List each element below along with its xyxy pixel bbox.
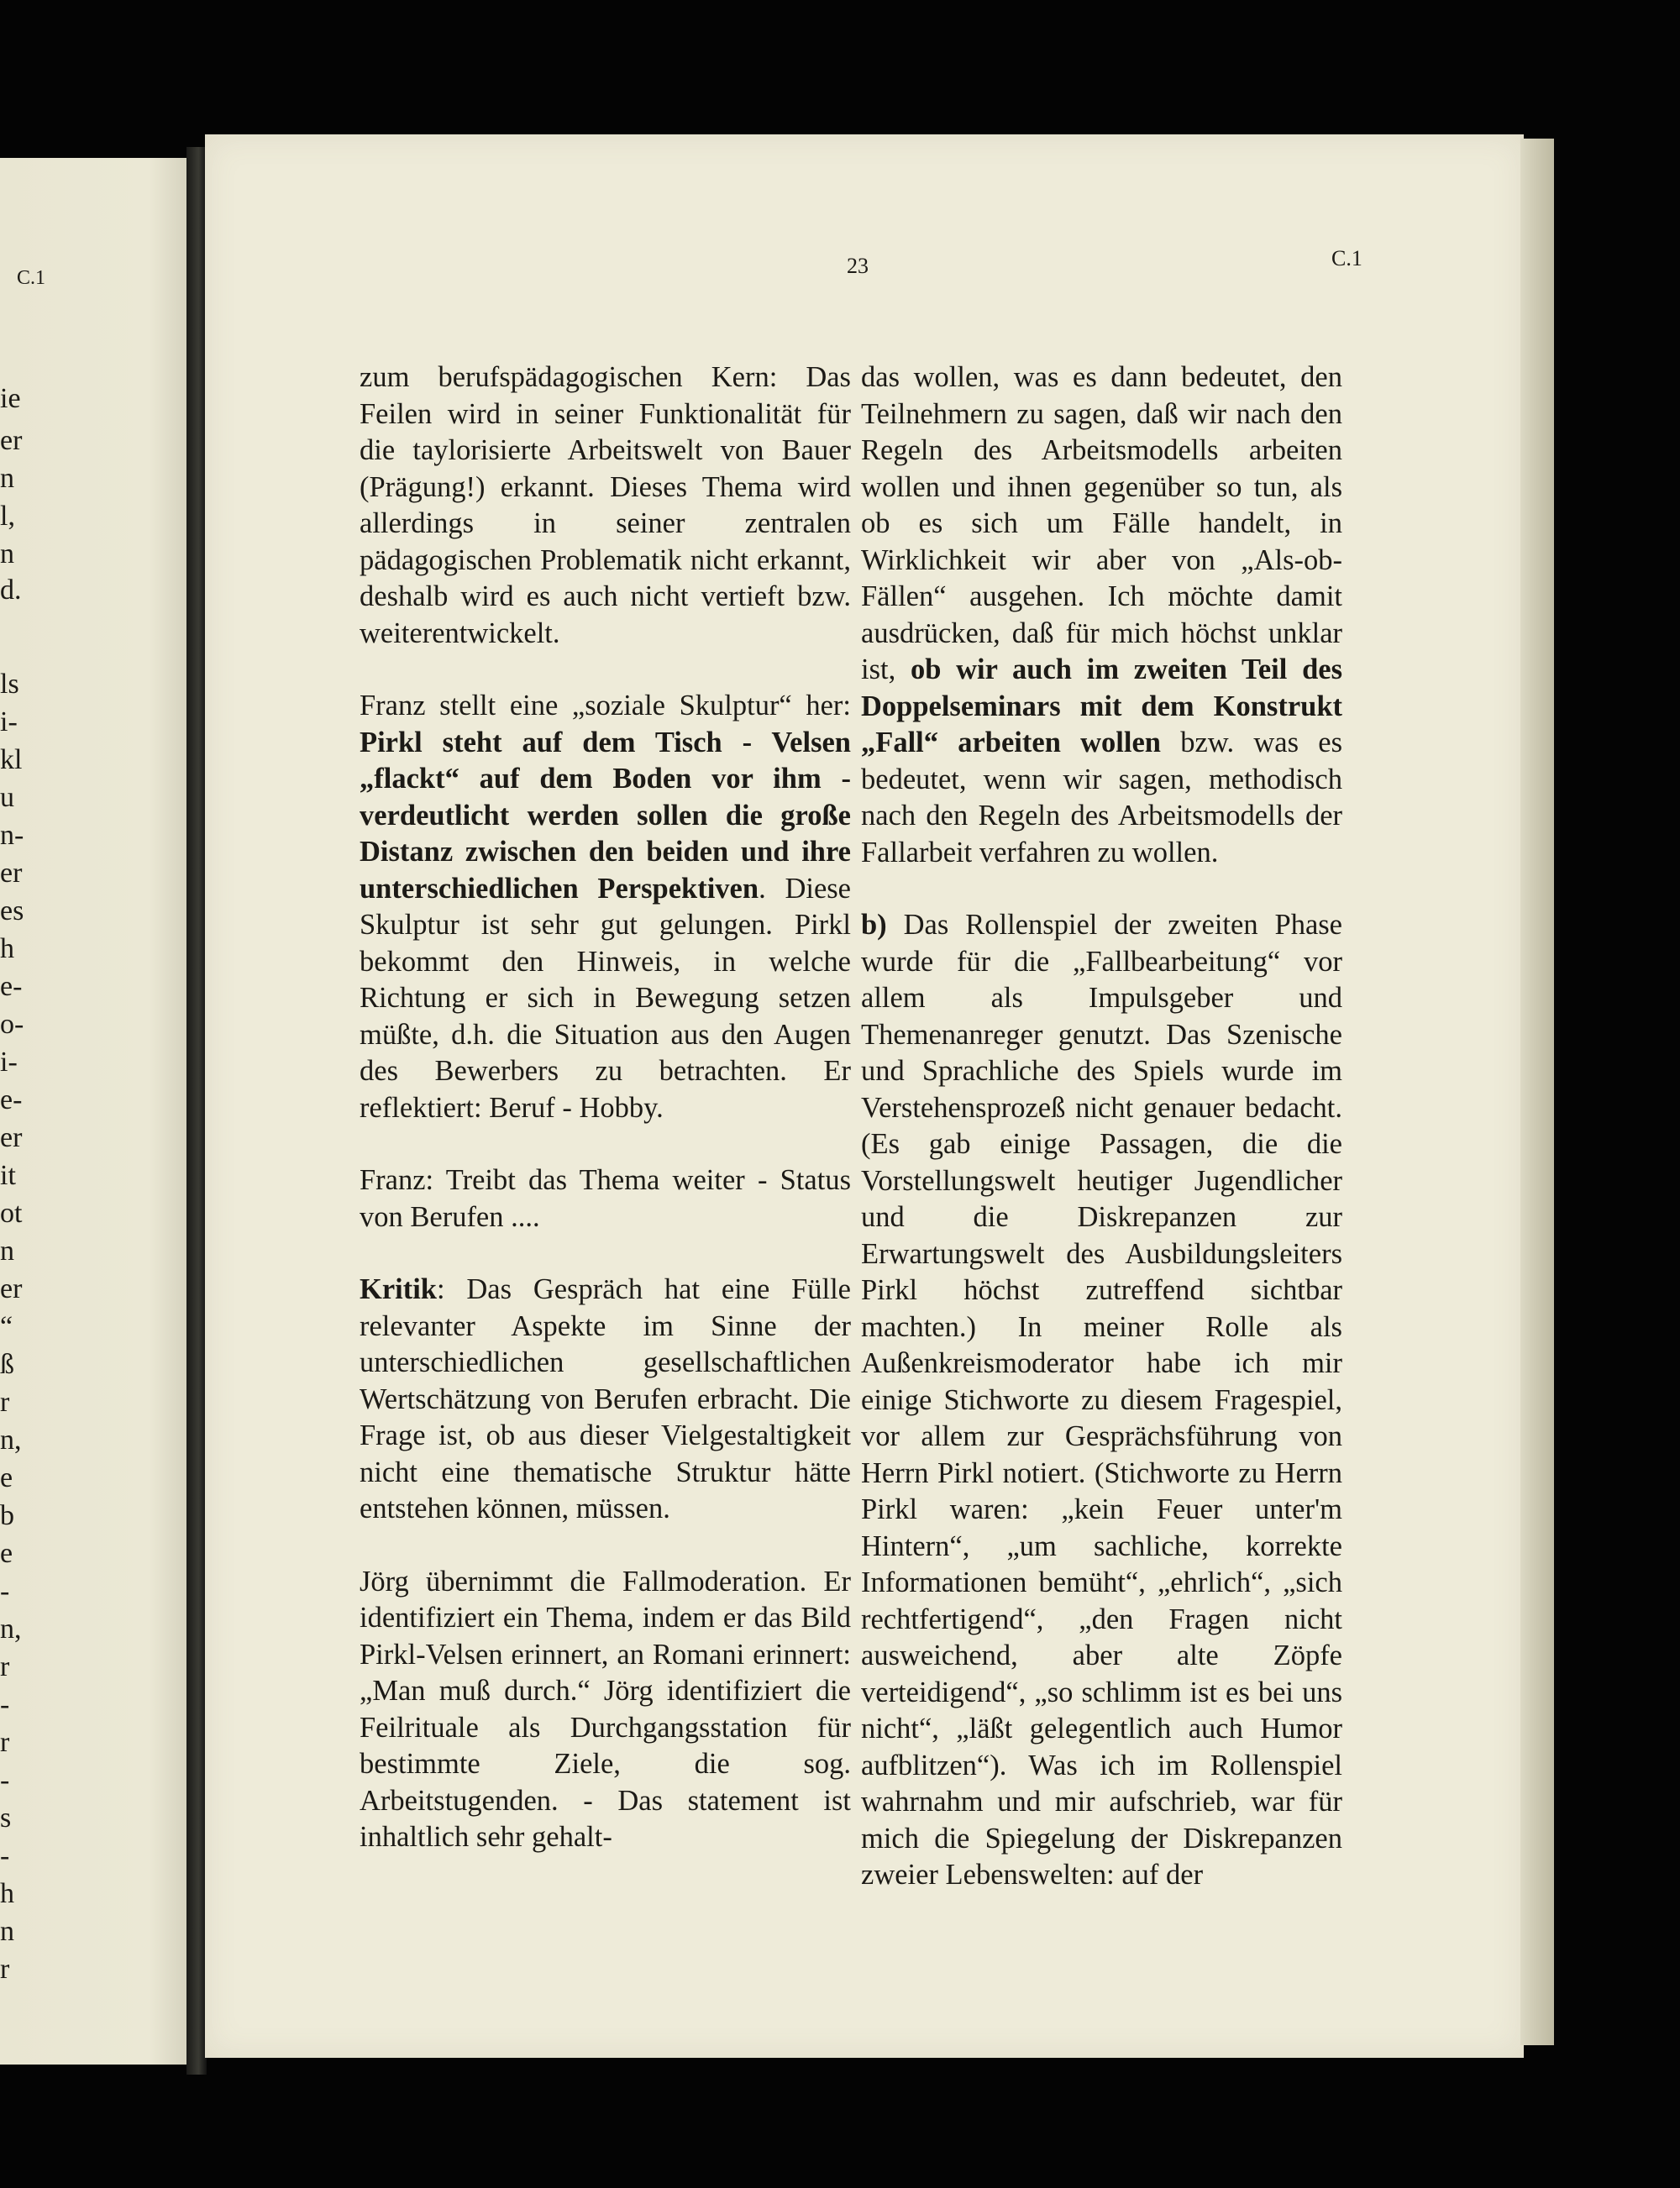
left-page-fragment: ß <box>0 1349 14 1380</box>
left-page-edge <box>0 158 186 2065</box>
left-page-fragment: e <box>0 1462 13 1493</box>
bold-text: Pirkl steht auf dem Tisch - Velsen „flackt“ auf dem Boden vor ihm - verdeutlicht werden sollen die große Distanz zwischen den beiden und ihre unterschiedlichen Perspektiven <box>360 726 851 905</box>
left-page-fragment: u <box>0 782 14 813</box>
left-page-fragment: d. <box>0 575 22 606</box>
left-page-fragment: b <box>0 1500 14 1531</box>
left-page-fragment: it <box>0 1160 16 1191</box>
left-page-fragment: - <box>0 1765 10 1796</box>
left-page-fragment: - <box>0 1689 10 1720</box>
left-page-fragment: n <box>0 1916 14 1947</box>
paragraph: Jörg übernimmt die Fallmoderation. Er identifiziert ein Thema, indem er das Bild Pirkl-Velsen erinnert, an Romani erinnert: „Man muß durch.“ Jörg identifiziert die Feilrituale als Durchgangsstation für bestimmte Ziele, die sog. Arbeitstugenden. - Das statement ist inhaltlich sehr gehalt- <box>360 1565 851 1853</box>
left-page-fragment: e- <box>0 1084 23 1115</box>
left-page-fragment: es <box>0 895 24 926</box>
left-page-fragment: n <box>0 1236 14 1267</box>
left-text-column <box>360 359 851 1892</box>
left-page-fragment: - <box>0 1576 10 1607</box>
left-page-fragment: n <box>0 463 14 494</box>
left-page-fragment: r <box>0 1954 10 1985</box>
left-page-fragment: i- <box>0 1047 18 1078</box>
paragraph: Franz: Treibt das Thema weiter - Status von Berufen .... <box>360 1164 851 1233</box>
left-page-fragment: n- <box>0 820 24 851</box>
left-page-fragment: e- <box>0 971 23 1002</box>
left-page-fragment: n, <box>0 1425 22 1456</box>
bold-text: b) <box>861 909 887 941</box>
left-page-fragment: er <box>0 425 23 456</box>
left-page-fragment: r <box>0 1387 10 1418</box>
left-page-fragment: er <box>0 858 23 889</box>
left-page-fragment: n, <box>0 1613 22 1645</box>
paragraph: Franz stellt eine „soziale Skulptur“ her: Pirkl steht auf dem Tisch - Velsen „flackt“ auf dem Boden vor ihm - verdeutlicht werden sollen die große Distanz zwischen den beiden und ihre unterschiedlichen Perspektiven. Diese Skulptur ist sehr gut gelungen. Pirkl bekommt den Hinweis, in welche Richtung er sich in Bewegung setzen müßte, d.h. die Situation aus den Augen des Bewerbers zu betrachten. Er reflektiert: Beruf - Hobby. <box>360 690 851 1124</box>
paragraph: das wollen, was es dann bedeutet, den Teilnehmern zu sagen, daß wir nach den Regeln des Arbeitsmodells arbeiten wollen und ihnen gegenüber so tun, als ob es sich um Fälle handelt, in Wirklichkeit wir aber von „Als-ob-Fällen“ ausgehen. Ich möchte damit ausdrücken, daß für mich höchst unklar ist, ob wir auch im zweiten Teil des Doppelseminars mit dem Konstrukt „Fall“ arbeiten wollen bzw. was es bedeutet, wenn wir sagen, methodisch nach den Regeln des Arbeitsmodells der Fallarbeit verfahren zu wollen. <box>861 361 1342 868</box>
right-text-column <box>861 359 1342 1930</box>
left-page-fragment: er <box>0 1122 23 1153</box>
left-page-fragment: o- <box>0 1009 24 1040</box>
left-page-fragment: ie <box>0 383 21 414</box>
left-page-fragment: l, <box>0 501 15 532</box>
bold-text: ob wir auch im zweiten Teil des Doppelseminars mit dem Konstrukt „Fall“ arbeiten wollen <box>861 653 1342 758</box>
left-page-fragment: “ <box>0 1311 13 1342</box>
paragraph: Kritik: Das Gespräch hat eine Fülle relevanter Aspekte im Sinne der unterschiedlichen gesellschaftlichen Wertschätzung von Berufen erbracht. Die Frage ist, ob aus dieser Vielgestaltigkeit nicht eine thematische Struktur hätte entstehen können, müssen. <box>360 1273 851 1524</box>
left-page-fragment: r <box>0 1651 10 1682</box>
left-page-fragment: r <box>0 1727 10 1758</box>
section-header: C.1 <box>1331 246 1362 270</box>
paragraph: zum berufspädagogischen Kern: Das Feilen wird in seiner Funktionalität für die taylorisierte Arbeitswelt von Bauer (Prägung!) erkannt. Dieses Thema wird allerdings in seiner zentralen pädagogischen Problematik nicht erkannt, deshalb wird es auch nicht vertieft bzw. weiterentwickelt. <box>360 361 851 649</box>
left-page-fragment: e <box>0 1538 13 1569</box>
page-number: 23 <box>847 254 869 278</box>
left-page-fragment: n <box>0 538 14 569</box>
left-page-fragment: h <box>0 933 14 964</box>
left-page-fragment: i- <box>0 706 18 737</box>
book-gutter <box>186 147 207 2075</box>
paragraph: b) Das Rollenspiel der zweiten Phase wurde für die „Fallbearbeitung“ vor allem als Impulsgeber und Themenanreger genutzt. Das Szenische und Sprachliche des Spiels wurde im Verstehensprozeß nicht genauer bedacht. (Es gab einige Passagen, die die Vorstellungswelt heutiger Jugendlicher und die Diskrepanzen zur Erwartungswelt des Ausbildungsleiters Pirkl höchst zutreffend sichtbar machten.) In meiner Rolle als Außenkreismoderator habe ich mir einige Stichworte zu diesem Fragespiel, vor allem zur Gesprächsführung von Herrn Pirkl notiert. (Stichworte zu Herrn Pirkl waren: „kein Feuer unter'm Hintern“, „um sachliche, korrekte Informationen bemüht“, „ehrlich“, „sich rechtfertigend“, „den Fragen nicht ausweichend, aber alte Zöpfe verteidigend“, „so schlimm ist es bei uns nicht“, „läßt gelegentlich auch Humor aufblitzen“). Was ich im Rollenspiel wahrnahm und mir aufschrieb, war für mich die Spiegelung der Diskrepanzen zweier Lebenswelten: auf der <box>861 909 1342 1891</box>
left-page-fragment: er <box>0 1273 23 1304</box>
left-page-fragment: ls <box>0 669 19 700</box>
left-page-fragment: ot <box>0 1198 23 1229</box>
bold-text: Kritik <box>360 1273 437 1305</box>
left-page-header: C.1 <box>17 267 46 289</box>
left-page-fragment: s <box>0 1802 12 1834</box>
left-page-fragment: - <box>0 1840 10 1871</box>
left-page-fragment: h <box>0 1878 14 1909</box>
page-stack-edge <box>1520 139 1554 2045</box>
left-page-fragment: kl <box>0 744 23 775</box>
